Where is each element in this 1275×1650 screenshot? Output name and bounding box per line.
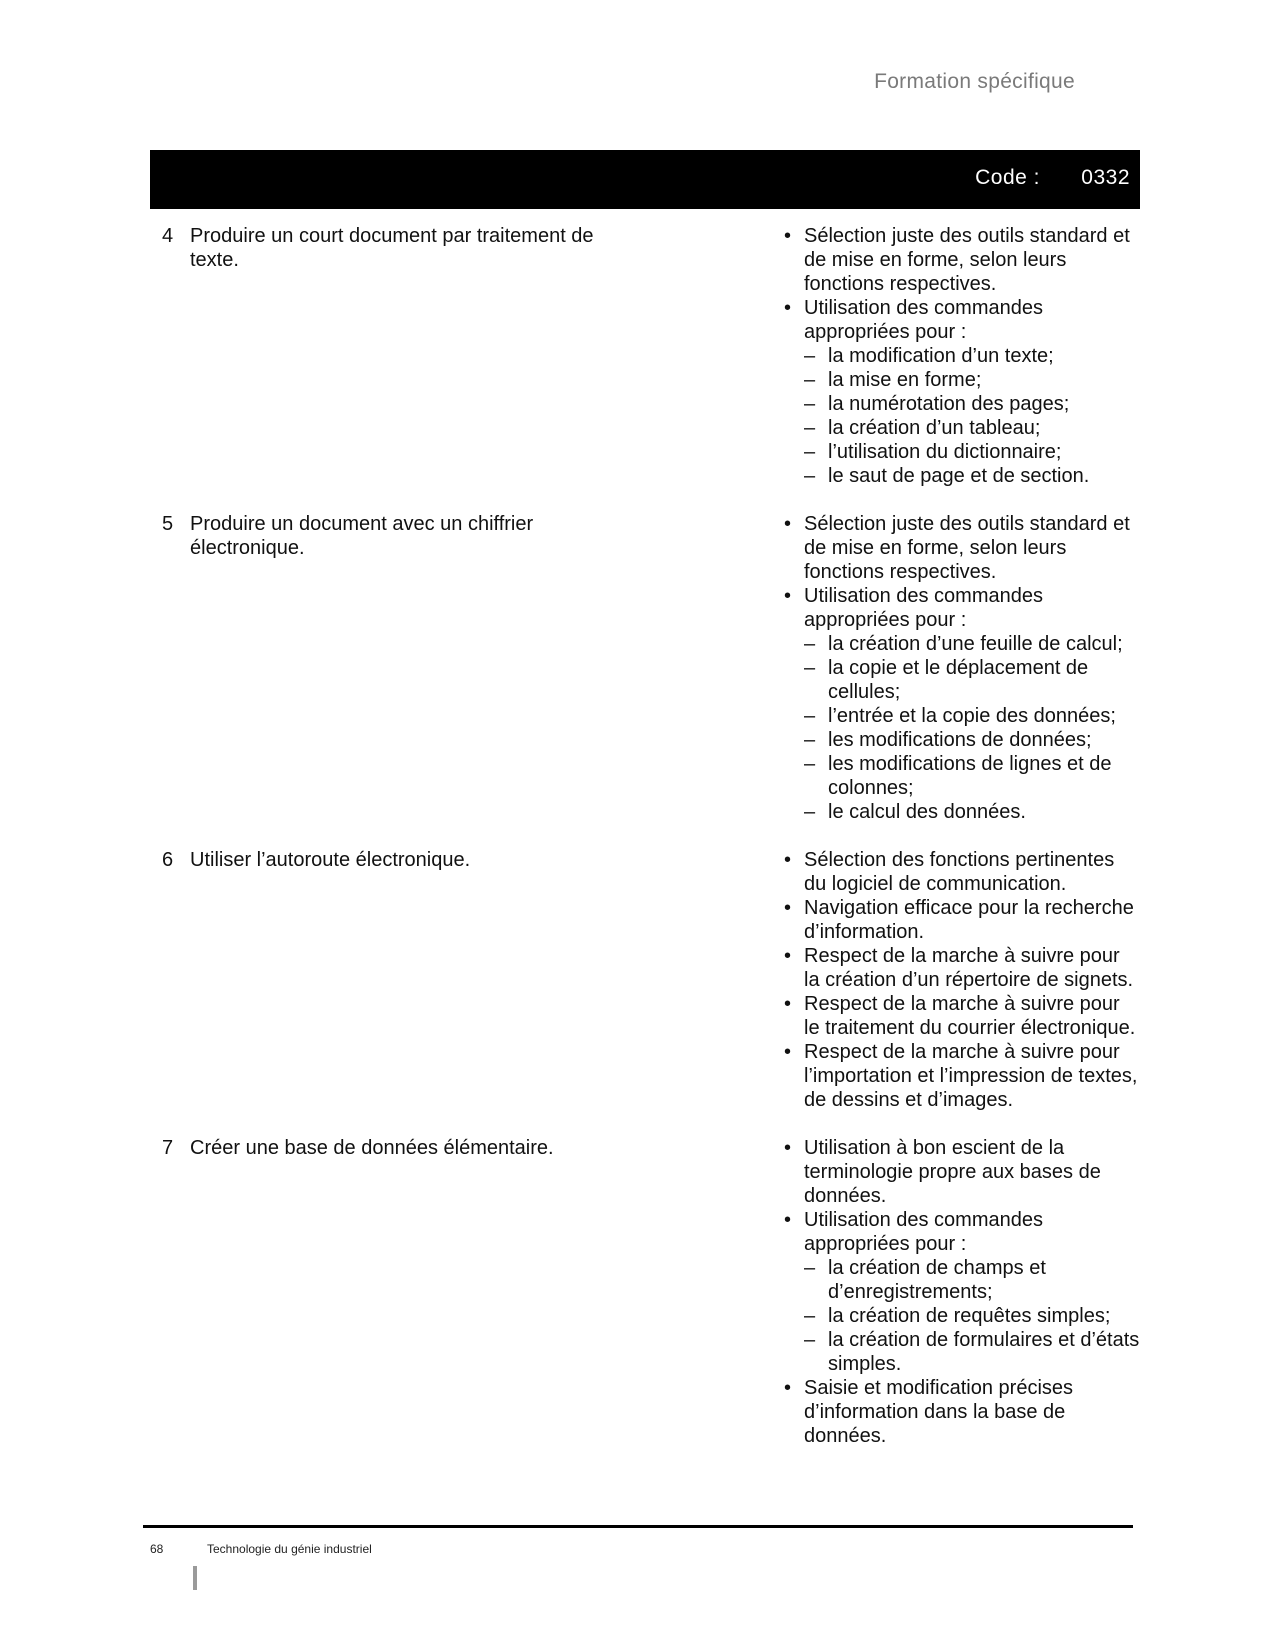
element-cell <box>150 512 630 560</box>
sub-criteria-list <box>804 632 1140 824</box>
code-label: Code : <box>975 166 1040 189</box>
criterion-text: Utilisation des commandes appropriées pour : <box>804 585 1043 631</box>
element-cell <box>150 1136 630 1160</box>
criteria-list <box>780 512 1140 824</box>
criterion-text: Utilisation des commandes appropriées pour : <box>804 1209 1043 1255</box>
criterion-item <box>780 1040 1140 1112</box>
element-text: Utiliser l’autoroute électronique. <box>190 849 471 871</box>
element-text: Créer une base de données élémentaire. <box>190 1137 554 1159</box>
footer-divider <box>143 1525 1133 1528</box>
criterion-text: Sélection des fonctions pertinentes du logiciel de communication. <box>804 849 1115 895</box>
sub-criterion-item: – la création d’un tableau; <box>804 416 1140 440</box>
sub-criterion-item: – l’utilisation du dictionnaire; <box>804 440 1140 464</box>
sub-criterion-item: – la création d’une feuille de calcul; <box>804 632 1140 656</box>
criterion-item <box>780 944 1140 992</box>
sub-criterion-item: – la mise en forme; <box>804 368 1140 392</box>
table-row <box>150 848 1140 1112</box>
criterion-text: Saisie et modification précises d’information dans la base de données. <box>804 1377 1074 1447</box>
criterion-item <box>780 584 1140 824</box>
sub-criterion-item: – le calcul des données. <box>804 800 1140 824</box>
criterion-item <box>780 512 1140 584</box>
criteria-cell <box>780 224 1140 488</box>
criterion-item <box>780 992 1140 1040</box>
criterion-text: Navigation efficace pour la recherche d’information. <box>804 897 1134 943</box>
criterion-item <box>780 1136 1140 1208</box>
criterion-text: Utilisation à bon escient de la terminologie propre aux bases de données. <box>804 1137 1101 1207</box>
element-number: 5 <box>162 513 174 535</box>
sub-criterion-item: – la création de champs et d’enregistrements; <box>804 1256 1140 1304</box>
criteria-cell <box>780 1136 1140 1448</box>
sub-criterion-item: – l’entrée et la copie des données; <box>804 704 1140 728</box>
criterion-item <box>780 848 1140 896</box>
criterion-text: Sélection juste des outils standard et de mise en forme, selon leurs fonctions respectives. <box>804 225 1130 295</box>
criterion-text: Sélection juste des outils standard et de mise en forme, selon leurs fonctions respectives. <box>804 513 1130 583</box>
criteria-cell <box>780 512 1140 824</box>
table-row <box>150 224 1140 488</box>
page-section-title: Formation spécifique <box>874 70 1075 93</box>
element-text: Produire un court document par traitement de texte. <box>190 225 594 271</box>
element-number: 4 <box>162 225 174 247</box>
criterion-item <box>780 224 1140 296</box>
sub-criterion-item: – la création de requêtes simples; <box>804 1304 1140 1328</box>
element-number: 6 <box>162 849 174 871</box>
sub-criterion-item: – les modifications de données; <box>804 728 1140 752</box>
sub-criterion-item: – la modification d’un texte; <box>804 344 1140 368</box>
table-row <box>150 1136 1140 1448</box>
criterion-text: Respect de la marche à suivre pour la création d’un répertoire de signets. <box>804 945 1134 991</box>
criterion-item <box>780 1208 1140 1376</box>
criterion-item <box>780 296 1140 488</box>
criterion-text: Respect de la marche à suivre pour l’importation et l’impression de textes, de dessins et d’images. <box>804 1041 1138 1111</box>
criteria-list <box>780 848 1140 1112</box>
sub-criterion-item: – la création de formulaires et d’états simples. <box>804 1328 1140 1376</box>
criteria-list <box>780 1136 1140 1448</box>
table-row <box>150 512 1140 824</box>
sub-criterion-item: – les modifications de lignes et de colonnes; <box>804 752 1140 800</box>
criterion-text: Utilisation des commandes appropriées pour : <box>804 297 1043 343</box>
criterion-item <box>780 896 1140 944</box>
sub-criterion-item: – la copie et le déplacement de cellules; <box>804 656 1140 704</box>
element-cell <box>150 848 630 872</box>
sub-criteria-list <box>804 344 1140 488</box>
criterion-text: Respect de la marche à suivre pour le traitement du courrier électronique. <box>804 993 1136 1039</box>
criteria-cell <box>780 848 1140 1112</box>
competency-table <box>150 224 1140 1448</box>
footer-page-number: 68 <box>150 1542 164 1556</box>
criterion-item <box>780 1376 1140 1448</box>
footer-document-title: Technologie du génie industriel <box>207 1542 372 1556</box>
element-cell <box>150 224 630 272</box>
criteria-list <box>780 224 1140 488</box>
sub-criterion-item: – la numérotation des pages; <box>804 392 1140 416</box>
code-value: 0332 <box>1081 166 1130 189</box>
sub-criterion-item: – le saut de page et de section. <box>804 464 1140 488</box>
element-number: 7 <box>162 1137 174 1159</box>
sub-criteria-list <box>804 1256 1140 1376</box>
footer-margin-mark <box>193 1566 197 1590</box>
code-bar <box>150 150 1140 209</box>
element-text: Produire un document avec un chiffrier électronique. <box>190 513 534 559</box>
